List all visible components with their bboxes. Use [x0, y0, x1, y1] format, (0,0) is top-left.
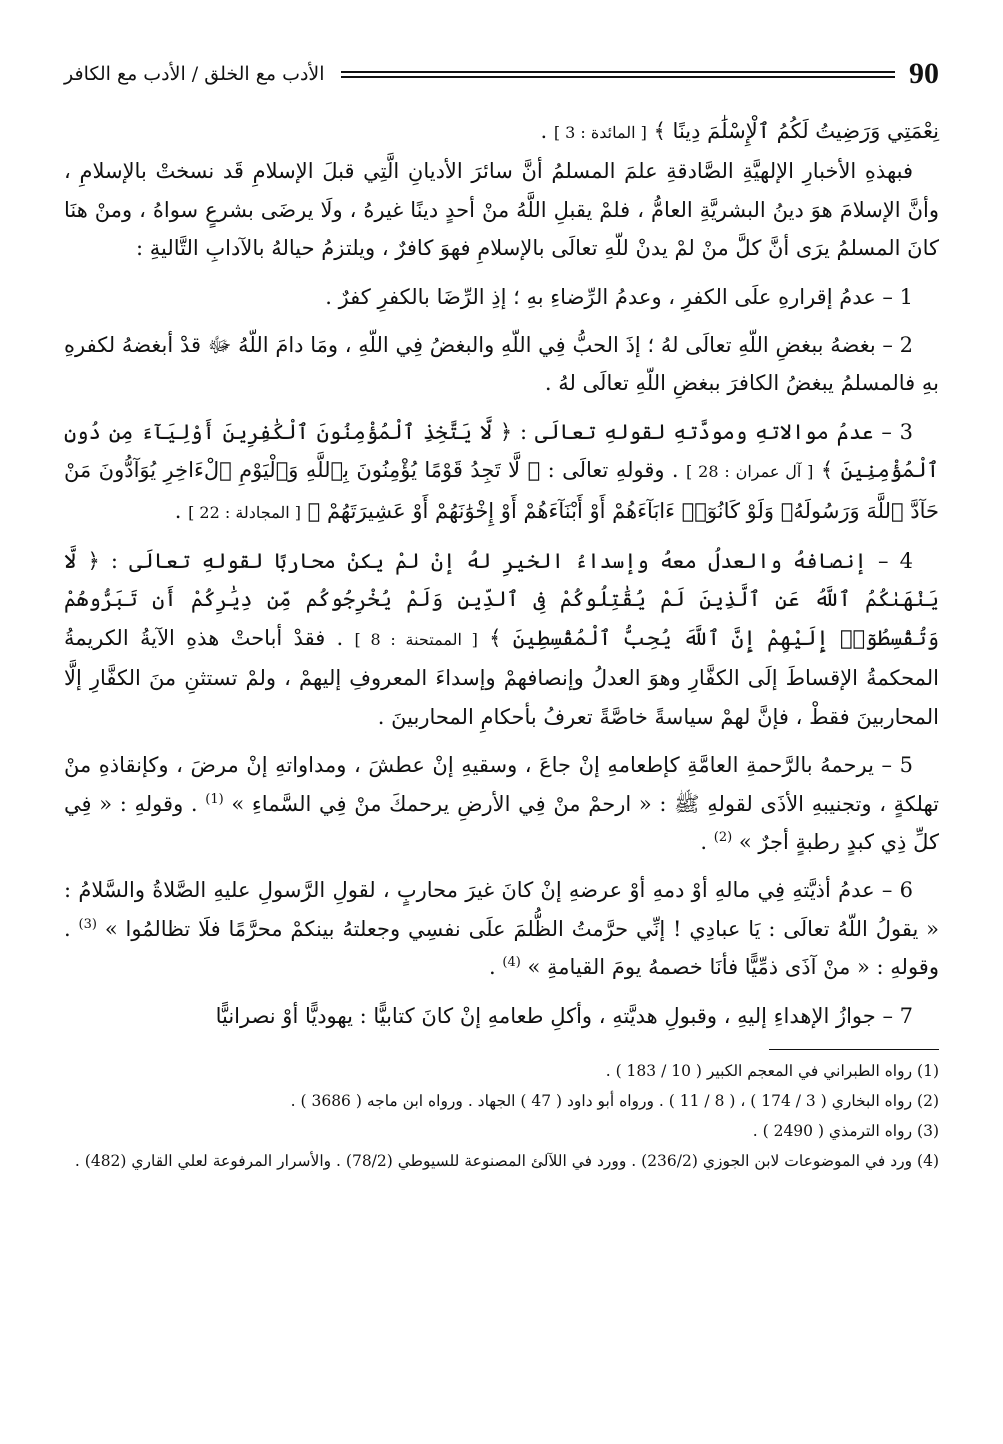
footnote-marker: (1): [205, 791, 224, 807]
page-number: 90: [909, 57, 939, 90]
footnotes: [64, 1056, 939, 1176]
paragraph-tail: .: [700, 829, 714, 854]
paragraph-tail: .: [174, 498, 189, 523]
running-title: الأدب مع الخلق / الأدب مع الكافر: [64, 63, 325, 85]
paragraph-tail: .: [489, 955, 503, 980]
paragraph-text: نِعْمَتِي وَرَضِيتُ لَكُمُ ٱلْإِسْلَٰمَ دِينًا ﴾: [646, 119, 939, 143]
paragraph-text: 4 – إنصافهُ والعدلُ معهُ وإسداءُ الخيرِ لهُ إنْ لمْ يكنْ محاربًا لقولهِ تعالَى : ﴿ لَّا يَنْهَىٰكُمُ ٱللَّهُ عَنِ ٱلَّذِينَ لَمْ يُقَٰتِلُوكُمْ فِى ٱلدِّينِ وَلَمْ يُخْرِجُوكُم مِّن دِيَٰرِكُمْ أَن تَبَرُّوهُمْ وَتُقْسِطُوٓا۟ إِلَيْهِمْ إِنَّ ٱللَّهَ يُحِبُّ ٱلْمُقْسِطِينَ ﴾: [64, 549, 939, 650]
paragraph-text: 5 – يرحمهُ بالرَّحمةِ العامَّةِ كإطعامهِ إنْ جاعَ ، وسقيهِ إنْ عطشَ ، ومداواتهِ إنْ مرضَ ، وكإنقاذهِ منْ تهلكةٍ ، وتجنيبهِ الأذَى لقولهِ ﷺ : « ارحمْ منْ فِي الأرضِ يرحمكَ منْ فِي السَّماءِ »: [64, 753, 939, 816]
paragraph-tail: .: [540, 119, 554, 143]
verse-reference: [ الممتحنة : 8 ]: [354, 629, 478, 649]
paragraph-1: [64, 152, 939, 267]
paragraph-tail: . فقدْ أباحتْ هذهِ الآيةُ الكريمةُ المحكمةُ الإقساطَ إلَى الكفَّارِ وهوَ العدلُ وإنصافهمْ وإسداءَ المعروفِ إليهمْ ، ولمْ تستثنِ منَ الكفَّارِ إلَّا المحاربينَ فقطْ ، فإنَّ لهمْ سياسةً خاصَّةً تعرفُ بأحكامِ المحاربينَ .: [64, 625, 939, 729]
footnote-marker: (4): [502, 955, 521, 971]
list-item-7: [64, 997, 939, 1035]
footnote: (1) رواه الطبراني في المعجم الكبير ( 10 / 183 ) .: [605, 1061, 939, 1080]
verse-reference: [ آل عمران : 28 ]: [686, 462, 814, 482]
paragraph-tail: . وقولهِ : « فِي كلِّ ذِي كبدٍ رطبةٍ أجرٌ »: [64, 791, 939, 854]
header-rule: [341, 71, 895, 78]
verse-reference: [ المائدة : 3 ]: [553, 123, 647, 142]
footnote: (2) رواه البخاري ( 3 / 174 ) ، ( 8 / 11 ) . ورواه أبو داود ( 47 ) الجهاد . ورواه ابن ماجه ( 3686 ) .: [290, 1091, 939, 1110]
paragraph-tail: . وقولهِ : « منْ آذَى ذمِّيًّا فأنَا خصمهُ يومَ القيامةِ »: [64, 916, 939, 980]
paragraph-text: 6 – عدمُ أذيَّتهِ فِي مالهِ أوْ دمهِ أوْ عرضهِ إنْ كانَ غيرَ محاربٍ ، لقولِ الرَّسولِ عليهِ الصَّلاةُ والسَّلامُ : « يقولُ اللّهُ تعالَى : يَا عبادِي ! إنِّي حرَّمتُ الظُّلمَ علَى نفسِي وجعلتهُ بينكمْ محرَّمًا فلَا تظالمُوا »: [64, 878, 939, 941]
list-item-6: [64, 871, 939, 986]
footnote: (3) رواه الترمذي ( 2490 ) .: [752, 1121, 939, 1140]
footnote: (4) ورد في الموضوعات لابن الجوزي (236/2) . وورد في اللآلئ المصنوعة للسيوطي (78/2) . والأسرار المرفوعة لعلي القاري (482) .: [74, 1151, 939, 1170]
paragraph-text: 3 – عدمُ موالاتهِ ومودَّتهِ لقولهِ تعالَى : ﴿ لَّا يَتَّخِذِ ٱلْمُؤْمِنُونَ ٱلْكَٰفِرِينَ أَوْلِيَآءَ مِن دُونِ ٱلْمُؤْمِنِينَ ﴾: [64, 419, 940, 483]
paragraph-text: فبهذهِ الأخبارِ الإلهيَّةِ الصَّادقةِ علمَ المسلمُ أنَّ سائرَ الأديانِ الَّتِي قبلَ الإسلامِ قَد نسختْ بالإسلامِ ، وأنَّ الإسلامَ هوَ دينُ البشريَّةِ العامُّ ، فلمْ يقبلِ اللَّهُ منْ أحدٍ دينًا غيرهُ ، ولَا يرضَى بشرعٍ سواهُ ، ومنْ هنَا كانَ المسلمُ يرَى أنَّ كلَّ منْ لمْ يدنْ للّهِ تعالَى بالإسلامِ فهوَ كافرٌ ، ويلتزمُ حيالهُ بالآدابِ التَّاليةِ :: [64, 159, 939, 261]
list-item-5: [64, 746, 939, 861]
list-item-2: [64, 326, 939, 403]
footnote-marker: (3): [78, 916, 97, 932]
page-header: [64, 52, 939, 96]
list-item-4: [64, 542, 939, 736]
paragraph-text: 2 – بغضهُ ببغضِ اللّهِ تعالَى لهُ ؛ إذَ الحبُّ فِي اللّهِ والبغضُ فِي اللّهِ ، ومَا دامَ اللّهُ ﷻ قدْ أبغضهُ لكفرهِ بهِ فالمسلمُ يبغضُ الكافرَ ببغضِ اللّهِ تعالَى لهُ .: [64, 333, 939, 396]
footnote-marker: (2): [713, 829, 733, 845]
verse-reference: [ المجادلة : 22 ]: [188, 502, 301, 522]
list-item-3: [64, 413, 939, 532]
paragraph-0: [64, 112, 939, 152]
list-item-1: [64, 278, 939, 316]
paragraph-text: 1 – عدمُ إقرارهِ علَى الكفرِ ، وعدمُ الرِّضاءِ بهِ ؛ إذِ الرِّضَا بالكفرِ كفرٌ .: [325, 284, 913, 309]
paragraph-tail: . وقولهِ تعالَى : ﴿ لَّا تَجِدُ قَوْمًا يُؤْمِنُونَ بِٱللَّهِ وَٱلْيَوْمِ ٱلْءَاخِرِ يُوَآدُّونَ مَنْ حَآدَّ ٱللَّهَ وَرَسُولَهُۥ وَلَوْ كَانُوٓا۟ ءَابَآءَهُمْ أَوْ أَبْنَآءَهُمْ أَوْ إِخْوَٰنَهُمْ أَوْ عَشِيرَتَهُمْ ﴾: [64, 458, 939, 523]
paragraph-text: 7 – جوازُ الإهداءِ إليهِ ، وقبولِ هديَّتهِ ، وأكلِ طعامهِ إنْ كانَ كتابيًّا : يهوديًّا أوْ نصرانيًّا: [215, 1003, 913, 1028]
footnote-separator: [769, 1049, 939, 1050]
page-body: [64, 112, 939, 1035]
